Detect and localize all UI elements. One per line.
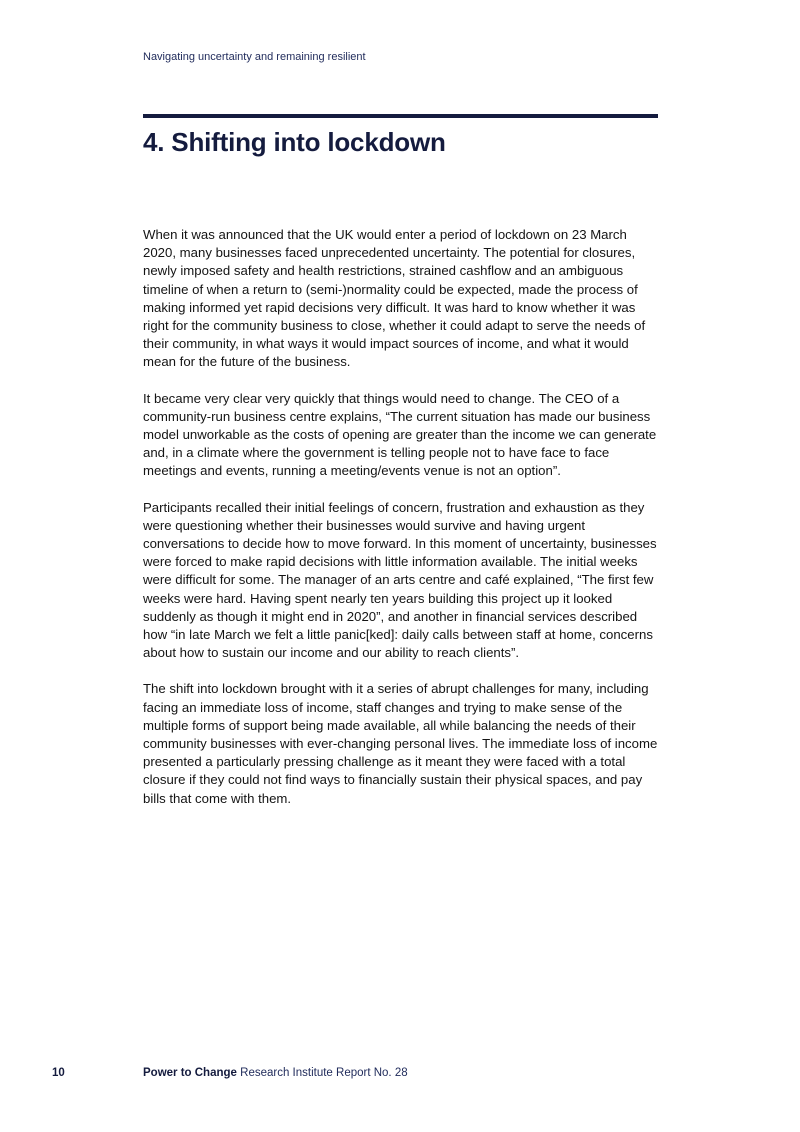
section-title: 4. Shifting into lockdown (143, 127, 446, 157)
paragraph: The shift into lockdown brought with it a series of abrupt challenges for many, including facing an immediate loss of income, staff changes and trying to make sense of the multiple forms of support being made available, all while balancing the needs of their community businesses with ever-changing personal lives. The immediate loss of income presented a particularly pressing challenge as it meant they were faced with a total closure if they could not find ways to financially sustain their physical spaces, and pay bills that come with them. (143, 681, 658, 806)
running-header: Navigating uncertainty and remaining resilient (143, 51, 366, 63)
page-number: 10 (52, 1067, 65, 1079)
footer-brand: Power to Change (143, 1067, 237, 1079)
paragraph: Participants recalled their initial feelings of concern, frustration and exhaustion as they were questioning whether their businesses would survive and having urgent conversations to decide how to move forward. In this moment of uncertainty, businesses were forced to make rapid decisions with little information available. The initial weeks were difficult for some. The manager of an arts centre and café explained, “The first few weeks were hard. Having spent nearly ten years building this project up it looked suddenly as though it might end in 2020”, and another in financial services described how “in late March we felt a little panic[ked]: daily calls between staff at home, concerns about how to sustain our income and our ability to reach clients”. (143, 499, 657, 661)
body-text (143, 226, 658, 826)
paragraph: When it was announced that the UK would enter a period of lockdown on 23 March 2020, many businesses faced unprecedented uncertainty. The potential for closures, newly imposed safety and health restrictions, strained cashflow and an ambiguous timeline of when a return to (semi-)normality could be expected, made the process of making informed yet rapid decisions very difficult. It was hard to know whether it was right for the community business to close, whether it could adapt to serve the needs of their community, in what ways it would impact sources of income, and what it would mean for the future of the business. (143, 227, 646, 370)
footer-report-title (143, 1067, 408, 1079)
title-divider (143, 114, 658, 118)
paragraph: It became very clear very quickly that things would need to change. The CEO of a community-run business centre explains, “The current situation has made our business model unworkable as the costs of opening are greater than the income we can generate and, in a climate where the government is telling people not to have face to face meetings and events, running a meeting/events venue is not an option”. (143, 390, 657, 479)
footer-report-name: Research Institute Report No. 28 (240, 1067, 408, 1079)
